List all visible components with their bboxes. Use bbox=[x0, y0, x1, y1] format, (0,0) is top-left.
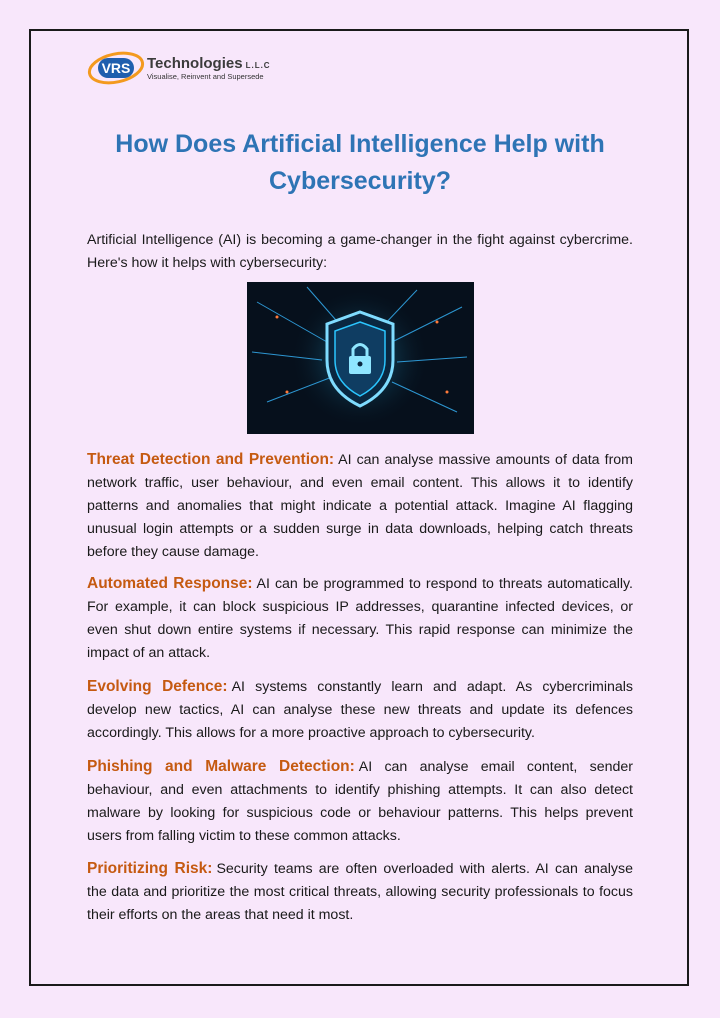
section-prioritizing-risk bbox=[87, 857, 633, 927]
section-phishing-malware bbox=[87, 755, 633, 848]
section-heading: Evolving Defence: bbox=[87, 678, 228, 695]
section-automated-response bbox=[87, 572, 633, 665]
vrs-logo-icon bbox=[87, 48, 145, 88]
section-heading: Prioritizing Risk: bbox=[87, 860, 213, 877]
section-body: AI systems constantly learn and adapt. As cybercriminals develop new tactics, AI can analyse these new threats and update its defences accordingly. This allows for a more proactive approach to cybersecurity. bbox=[87, 679, 633, 741]
company-logo bbox=[87, 46, 271, 90]
section-heading: Automated Response: bbox=[87, 575, 253, 592]
hero-image bbox=[247, 282, 474, 434]
page-title: How Does Artificial Intelligence Help with Cybersecurity? bbox=[115, 130, 605, 195]
section-heading: Threat Detection and Prevention: bbox=[87, 451, 335, 468]
shield-lock-icon bbox=[247, 282, 474, 434]
section-evolving-defence bbox=[87, 675, 633, 745]
logo-tagline: Visualise, Reinvent and Supersede bbox=[147, 71, 264, 81]
logo-name: Technologies bbox=[147, 54, 243, 72]
section-body: Security teams are often overloaded with alerts. AI can analyse the data and prioritize the most critical threats, allowing security professionals to focus their efforts on the areas that need it most. bbox=[87, 861, 633, 923]
section-heading: Phishing and Malware Detection: bbox=[87, 758, 355, 775]
intro-paragraph: Artificial Intelligence (AI) is becoming a game-changer in the fight against cybercrime. Here's how it helps with cybersecurity: bbox=[87, 232, 633, 271]
logo-letters: VRS bbox=[101, 60, 131, 76]
section-body: AI can analyse email content, sender behaviour, and even attachments to identify phishing attempts. It can also detect malware by looking for suspicious code or behaviour patterns. This helps prevent users from falling victim to these common attacks. bbox=[87, 759, 633, 844]
section-threat-detection bbox=[87, 448, 633, 564]
logo-suffix: L.L.C bbox=[245, 60, 271, 70]
section-body: AI can be programmed to respond to threats automatically. For example, it can block suspicious IP addresses, quarantine infected devices, or even shut down entire systems if necessary. This rapid response can minimize the impact of an attack. bbox=[87, 576, 633, 661]
section-body: AI can analyse massive amounts of data from network traffic, user behaviour, and even email content. This allows it to identify patterns and anomalies that might indicate a potential attack. Imagine AI flagging unusual login attempts or a sudden surge in data downloads, helping catch threats before they cause damage. bbox=[87, 452, 634, 560]
